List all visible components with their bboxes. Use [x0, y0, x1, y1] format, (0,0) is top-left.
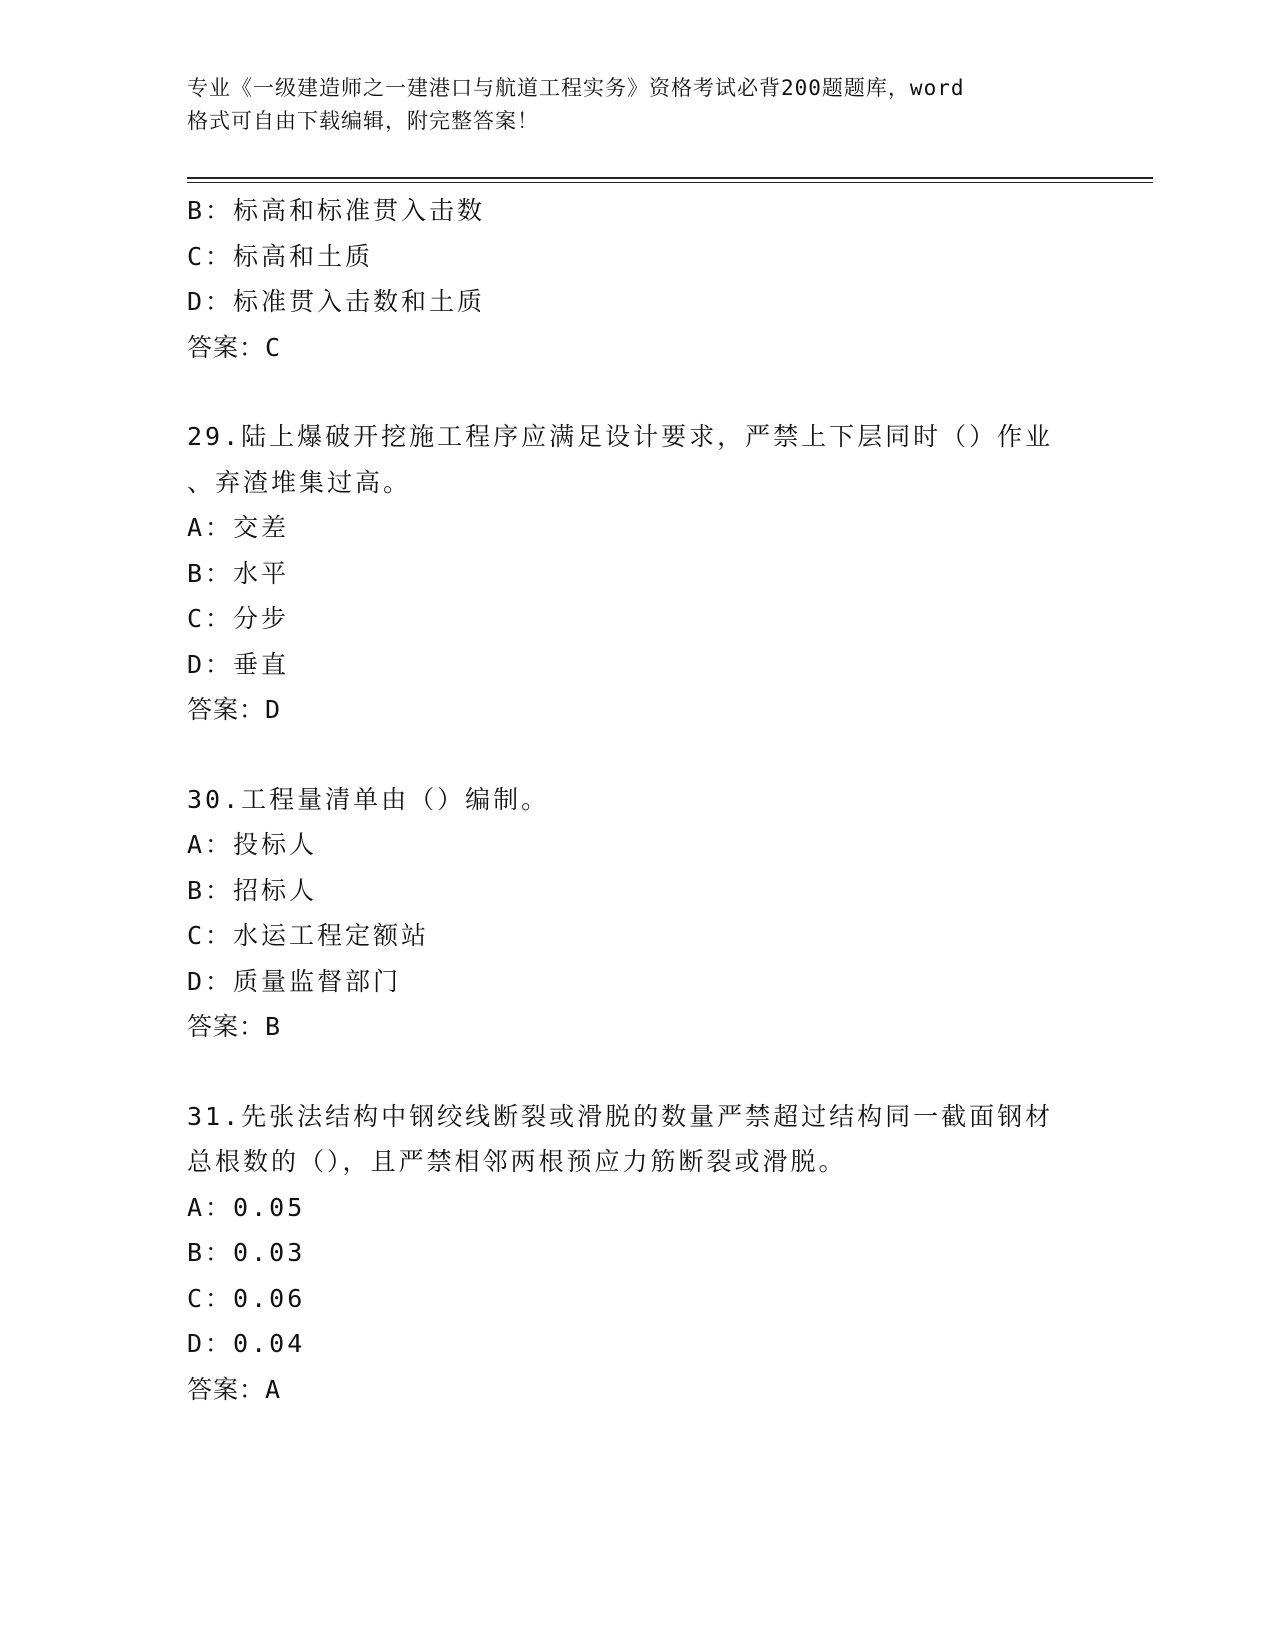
option-c: C：分步 [187, 604, 290, 633]
question-30 [187, 777, 1087, 1050]
option-b: B：0.03 [187, 1238, 306, 1267]
answer: 答案：C [187, 332, 282, 362]
option-a: A：投标人 [187, 830, 318, 859]
question-stem-line-2: 总根数的（），且严禁相邻两根预应力筋断裂或滑脱。 [187, 1147, 847, 1176]
answer: 答案：B [187, 1012, 282, 1041]
spacer [187, 733, 1087, 777]
option-b: B：水平 [187, 558, 290, 588]
option-d: D：质量监督部门 [187, 966, 402, 996]
spacer [187, 1050, 1087, 1094]
question-list [187, 188, 1087, 1412]
answer: 答案：D [187, 695, 282, 724]
question-29 [187, 414, 1087, 733]
option-d: D：垂直 [187, 649, 290, 679]
question-28 [187, 188, 1087, 370]
option-b: B：标高和标准贯入击数 [187, 196, 486, 225]
header-line-2: 格式可自由下载编辑，附完整答案！ [187, 109, 539, 133]
option-c: C：水运工程定额站 [187, 921, 430, 950]
option-a: A：交差 [187, 513, 290, 542]
option-b: B：招标人 [187, 875, 318, 905]
option-c: C：0.06 [187, 1283, 306, 1313]
question-stem-line-2: 、弃渣堆集过高。 [187, 467, 412, 497]
question-stem-line-1: 30.工程量清单由（）编制。 [187, 784, 550, 814]
option-d: D：0.04 [187, 1329, 306, 1358]
option-c: C：标高和土质 [187, 241, 374, 271]
option-a: A：0.05 [187, 1192, 306, 1222]
header-divider-thick [187, 177, 1153, 179]
question-stem-line-1: 29.陆上爆破开挖施工程序应满足设计要求，严禁上下层同时（）作业 [187, 422, 1054, 451]
question-31 [187, 1094, 1087, 1413]
header-divider-thin [187, 182, 1153, 183]
option-d: D：标准贯入击数和土质 [187, 287, 486, 316]
question-stem-line-1: 31.先张法结构中钢绞线断裂或滑脱的数量严禁超过结构同一截面钢材 [187, 1101, 1054, 1131]
header-line-1: 专业《一级建造师之一建港口与航道工程实务》资格考试必背200题题库，word [187, 76, 965, 100]
spacer [187, 370, 1087, 414]
document-header [187, 72, 1087, 138]
answer: 答案：A [187, 1374, 282, 1404]
